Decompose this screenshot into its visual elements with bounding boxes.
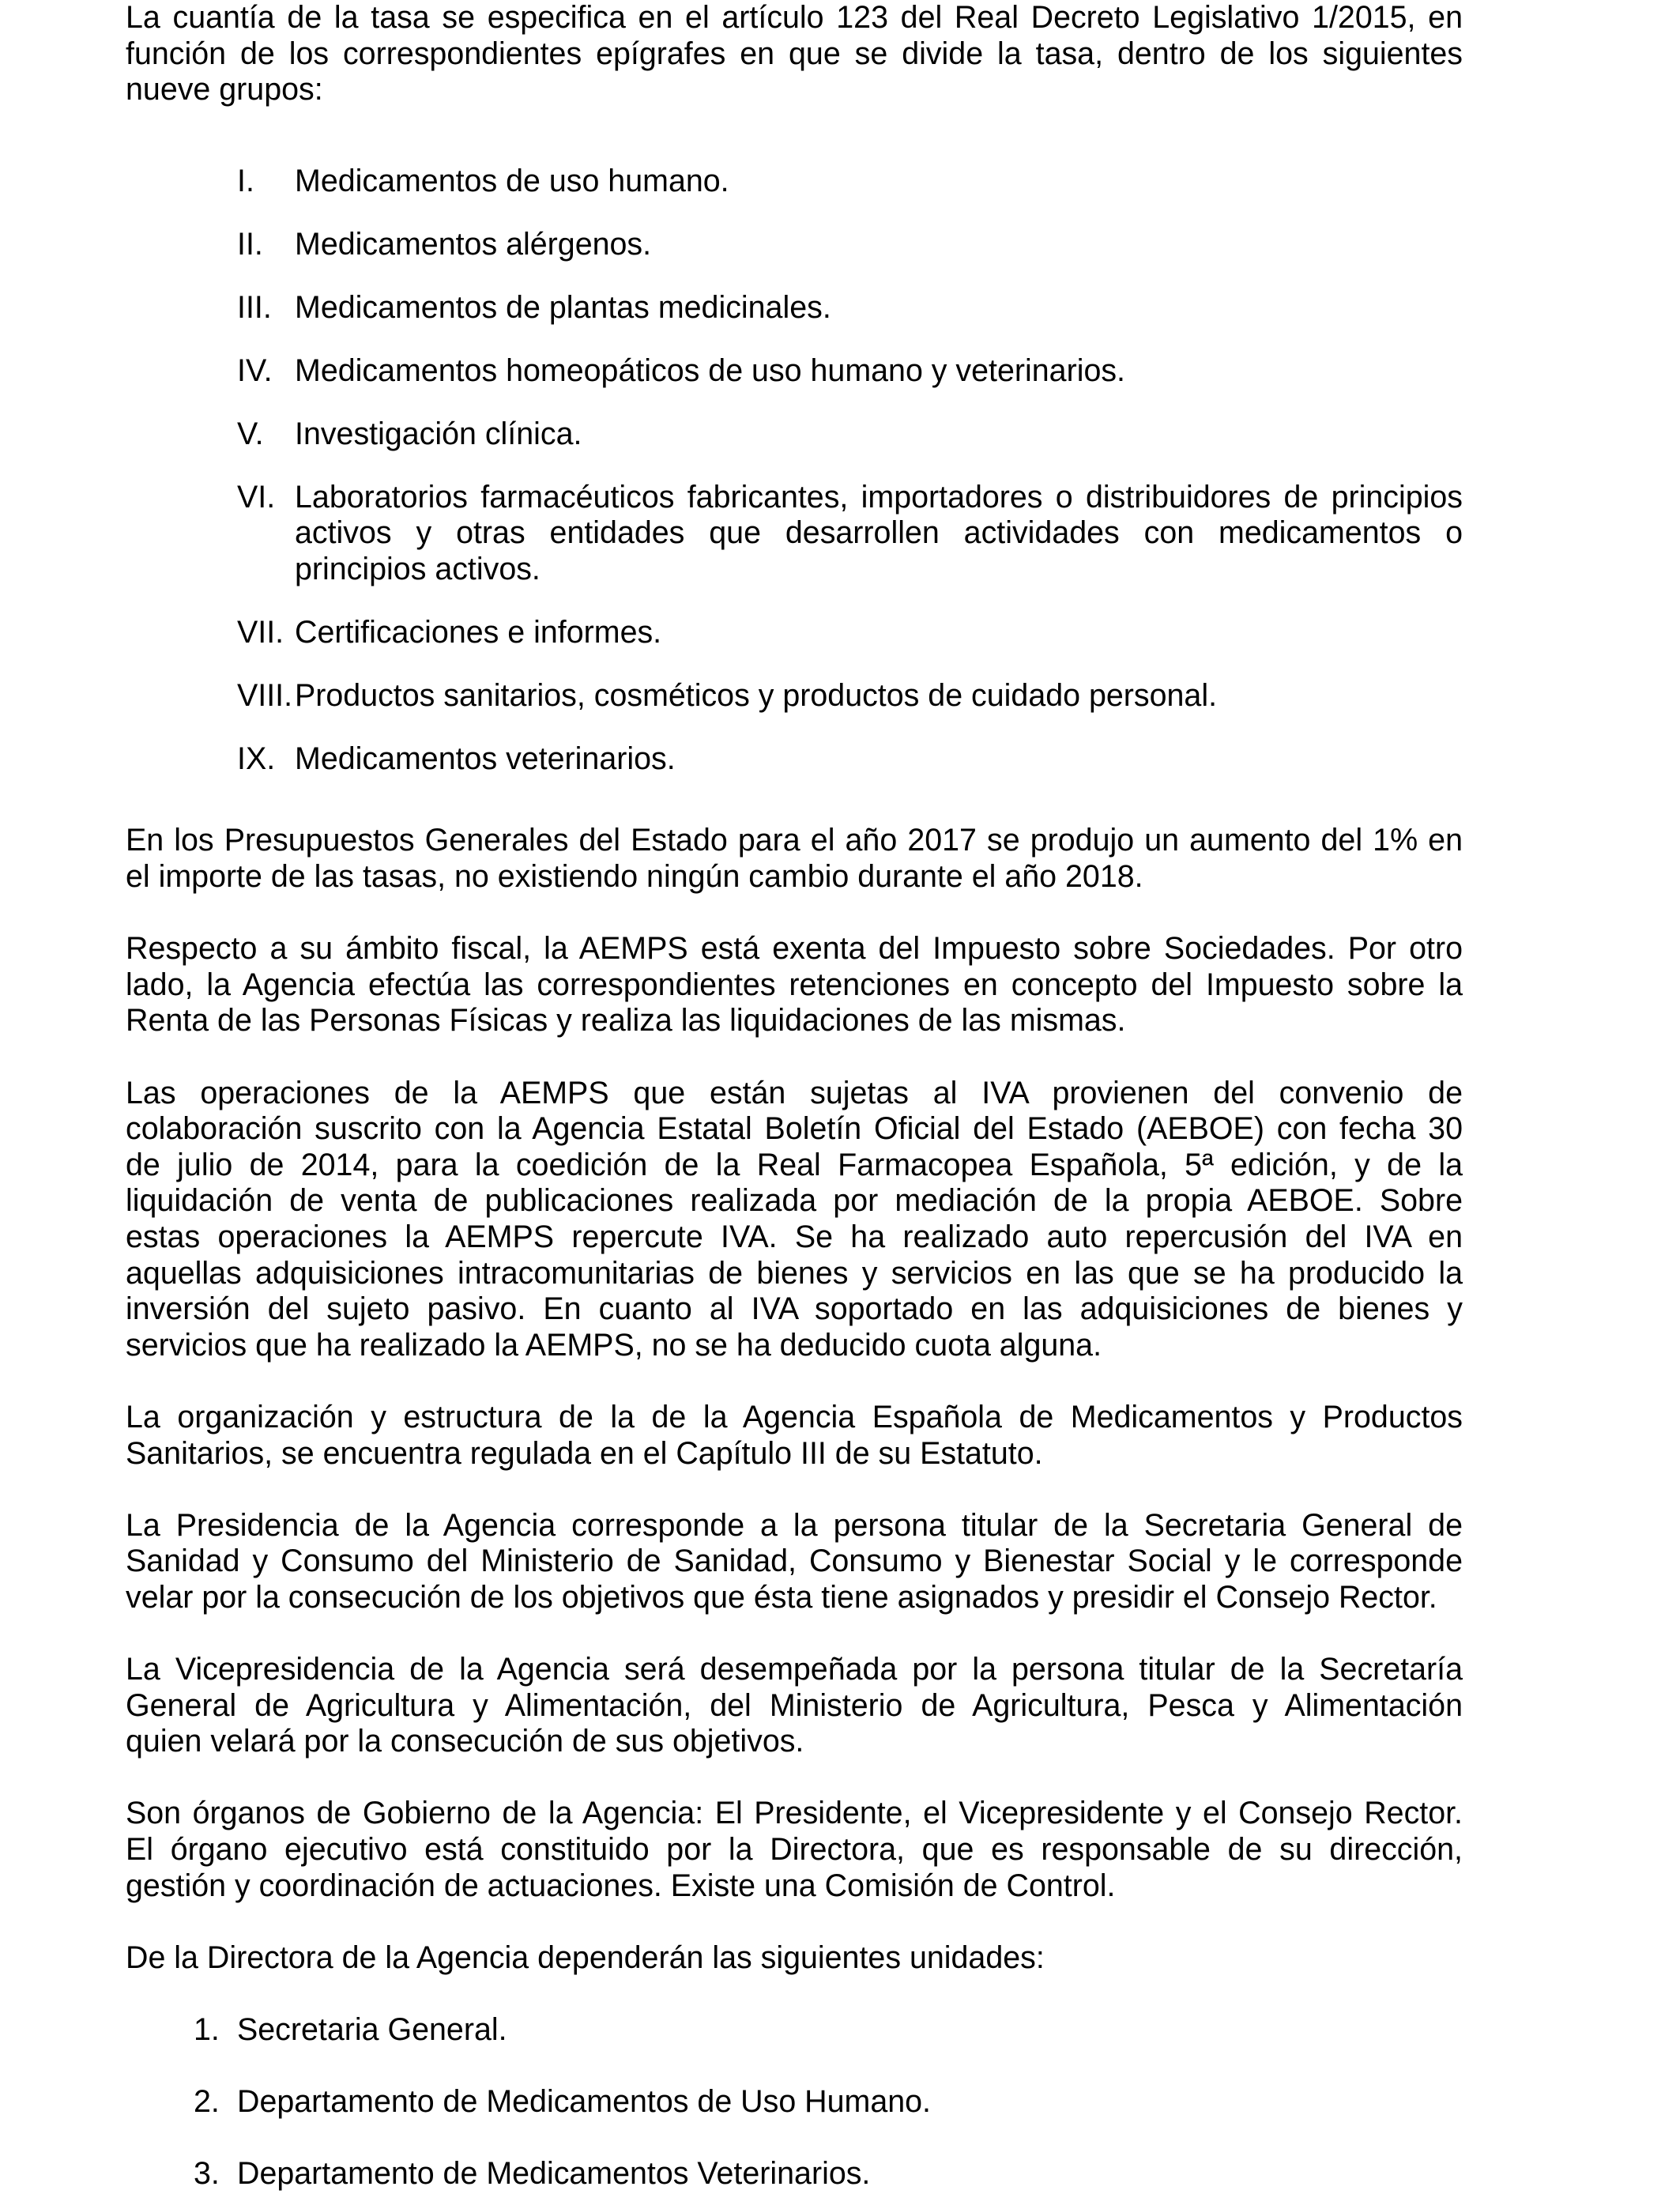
text-line: de julio de 2014, para la coedición de la Real Farmacopea Española, 5ª edición, y de la: [126, 1147, 1463, 1182]
list-numeral: IX.: [237, 741, 276, 776]
text-line: función de los correspondientes epígrafes en que se divide la tasa, dentro de los siguientes: [126, 36, 1463, 71]
text-line: Sanitarios, se encuentra regulada en el Capítulo III de su Estatuto.: [126, 1435, 1043, 1471]
text-line: nueve grupos:: [126, 72, 323, 107]
list-item-text: principios activos.: [295, 551, 541, 586]
unit-number: 3.: [194, 2156, 220, 2192]
list-numeral: I.: [237, 163, 254, 198]
text-line: Renta de las Personas Físicas y realiza las liquidaciones de las mismas.: [126, 1003, 1126, 1039]
list-numeral: V.: [237, 416, 264, 451]
list-item-text: activos y otras entidades que desarrollen actividades con medicamentos o: [295, 515, 1463, 551]
text-line: servicios que ha realizado la AEMPS, no se ha deducido cuota alguna.: [126, 1327, 1102, 1363]
organization-paragraph: [126, 1400, 1463, 1472]
fee-groups-list: [126, 164, 1463, 778]
unit-item: [126, 2156, 1463, 2192]
fee-group-item: [126, 678, 1463, 714]
text-line: estas operaciones la AEMPS repercute IVA. Se ha realizado auto repercusión del IVA en: [126, 1219, 1463, 1254]
units-list: [126, 2012, 1463, 2192]
text-line: Las operaciones de la AEMPS que están sujetas al IVA provienen del convenio de: [126, 1075, 1463, 1110]
list-numeral: VI.: [237, 479, 276, 515]
list-item-text: Medicamentos alérgenos.: [295, 226, 652, 262]
text-line: lado, la Agencia efectúa las correspondientes retenciones en concepto del Impuesto sobre la: [126, 967, 1463, 1002]
text-line: colaboración suscrito con la Agencia Estatal Boletín Oficial del Estado (AEBOE) con fecha 30: [126, 1111, 1463, 1147]
text-line: velar por la consecución de los objetivos que ésta tiene asignados y presidir el Consejo Rector.: [126, 1579, 1437, 1615]
text-line: quien velará por la consecución de sus objetivos.: [126, 1724, 804, 1759]
unit-label: Secretaria General.: [237, 2012, 507, 2048]
text-line: La organización y estructura de la de la Agencia Española de Medicamentos y Productos: [126, 1399, 1463, 1434]
text-line: inversión del sujeto pasivo. En cuanto al IVA soportado en las adquisiciones de bienes y: [126, 1291, 1463, 1327]
list-numeral: II.: [237, 226, 263, 262]
fee-group-item: [126, 417, 1463, 453]
text-line: Respecto a su ámbito fiscal, la AEMPS está exenta del Impuesto sobre Sociedades. Por otro: [126, 931, 1463, 967]
presidency-paragraph: [126, 1508, 1463, 1616]
unit-item: [126, 2012, 1463, 2049]
list-item-text: Medicamentos veterinarios.: [295, 741, 676, 776]
fee-group-item: [126, 615, 1463, 651]
unit-number: 1.: [194, 2012, 220, 2048]
list-item-text: Investigación clínica.: [295, 416, 582, 451]
list-numeral: III.: [237, 289, 272, 325]
text-line: El órgano ejecutivo está constituido por la Directora, que es responsable de su dirección,: [126, 1832, 1463, 1868]
list-item-text: Productos sanitarios, cosméticos y productos de cuidado personal.: [295, 677, 1218, 713]
fee-group-item: [126, 290, 1463, 326]
list-numeral: VII.: [237, 614, 284, 650]
text-line: De la Directora de la Agencia dependerán las siguientes unidades:: [126, 1940, 1045, 1975]
list-numeral: VIII.: [237, 677, 293, 713]
text-line: En los Presupuestos Generales del Estado para el año 2017 se produjo un aumento del 1% en: [126, 823, 1463, 858]
list-item-text: Medicamentos de uso humano.: [295, 163, 729, 198]
text-line: La cuantía de la tasa se especifica en el artículo 123 del Real Decreto Legislativo 1/2015, en: [126, 0, 1463, 35]
document-body: [126, 0, 1463, 2192]
list-numeral: IV.: [237, 352, 273, 388]
governing-bodies-paragraph: [126, 1796, 1463, 1904]
fee-group-item: [126, 741, 1463, 778]
vat-paragraph: [126, 1076, 1463, 1364]
fee-group-item: [126, 164, 1463, 200]
text-line: La Presidencia de la Agencia corresponde a la persona titular de la Secretaria General de: [126, 1507, 1463, 1543]
fiscal-paragraph: [126, 931, 1463, 1039]
text-line: Sanidad y Consumo del Ministerio de Sanidad, Consumo y Bienestar Social y le corresponde: [126, 1544, 1463, 1579]
fee-group-item: [126, 480, 1463, 588]
vice-presidency-paragraph: [126, 1652, 1463, 1760]
list-item-text: Certificaciones e informes.: [295, 614, 662, 650]
intro-paragraph: [126, 0, 1463, 108]
text-line: La Vicepresidencia de la Agencia será desempeñada por la persona titular de la Secretaría: [126, 1652, 1463, 1687]
text-line: el importe de las tasas, no existiendo ningún cambio durante el año 2018.: [126, 859, 1143, 895]
budget-paragraph: [126, 823, 1463, 895]
text-line: Son órganos de Gobierno de la Agencia: El Presidente, el Vicepresidente y el Consejo Rector.: [126, 1796, 1463, 1831]
unit-item: [126, 2084, 1463, 2120]
text-line: General de Agricultura y Alimentación, del Ministerio de Agricultura, Pesca y Alimentación: [126, 1687, 1463, 1723]
list-item-text: Laboratorios farmacéuticos fabricantes, importadores o distribuidores de principios: [295, 479, 1463, 515]
unit-label: Departamento de Medicamentos de Uso Humano.: [237, 2084, 931, 2120]
fee-group-item: [126, 353, 1463, 390]
body-paragraphs: [126, 823, 1463, 2192]
unit-label: Departamento de Medicamentos Veterinarios.: [237, 2156, 871, 2192]
list-item-text: Medicamentos de plantas medicinales.: [295, 289, 831, 325]
text-line: aquellas adquisiciones intracomunitarias de bienes y servicios en las que se ha producido la: [126, 1255, 1463, 1291]
unit-number: 2.: [194, 2084, 220, 2120]
fee-group-item: [126, 227, 1463, 263]
units-intro-paragraph: [126, 1940, 1463, 1977]
text-line: gestión y coordinación de actuaciones. Existe una Comisión de Control.: [126, 1868, 1116, 1903]
text-line: liquidación de venta de publicaciones realizada por mediación de la propia AEBOE. Sobre: [126, 1183, 1463, 1219]
list-item-text: Medicamentos homeopáticos de uso humano y veterinarios.: [295, 352, 1125, 388]
